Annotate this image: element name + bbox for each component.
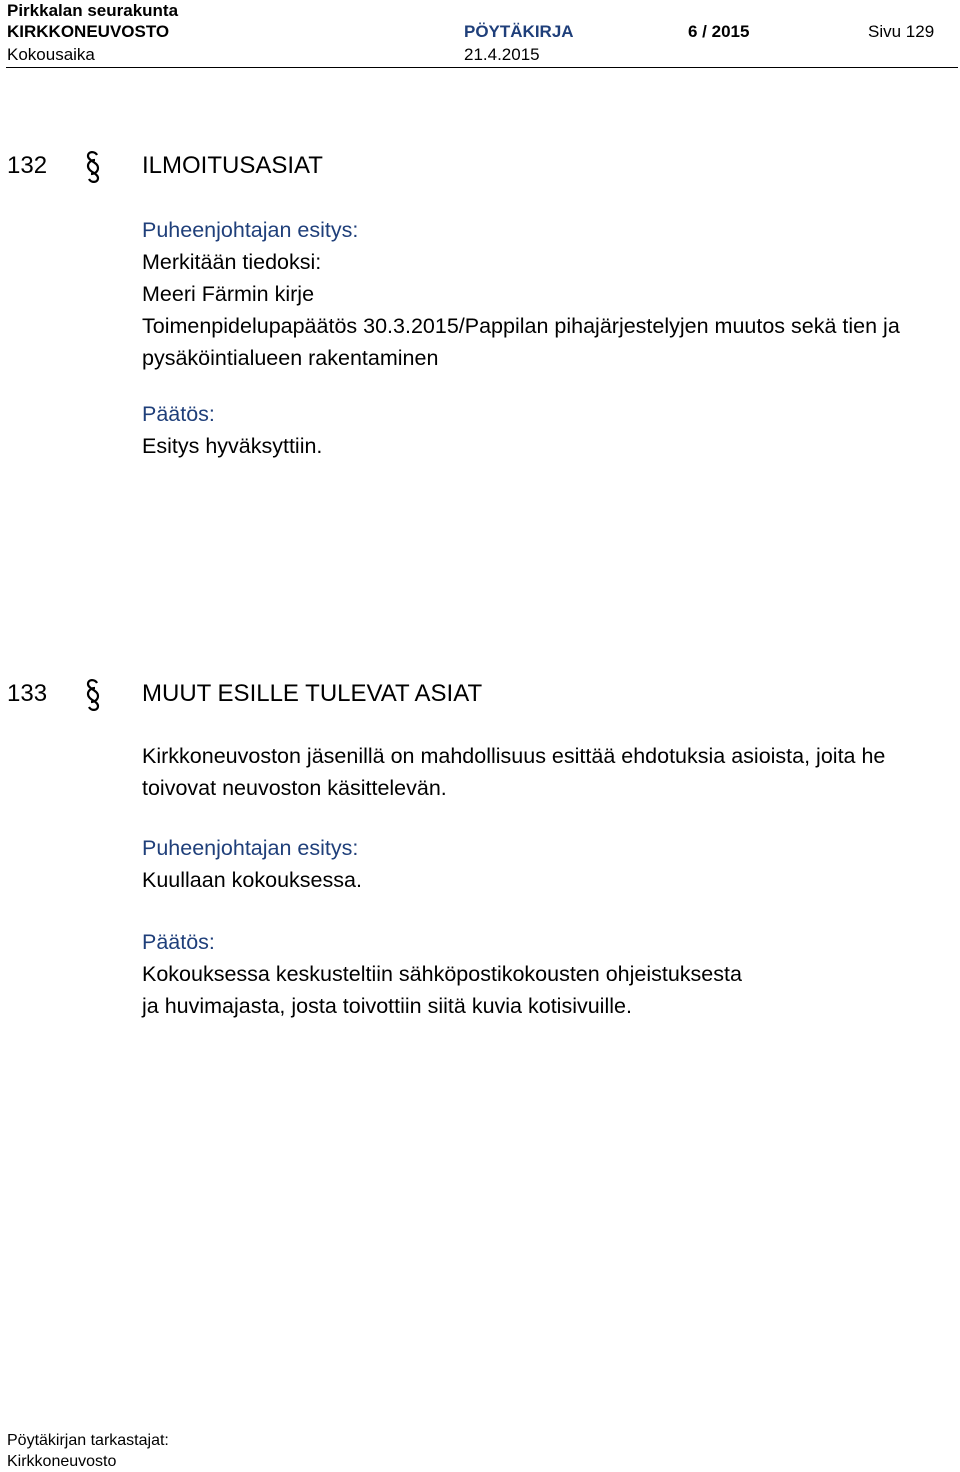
proposal-block <box>142 214 942 374</box>
decision-line: Esitys hyväksyttiin. <box>142 434 323 458</box>
section-sign-icon <box>84 678 102 712</box>
section-sign-icon <box>84 150 102 184</box>
meeting-date: 21.4.2015 <box>464 45 540 64</box>
decision-line: Kokouksessa keskusteltiin sähköpostikokousten ohjeistuksesta <box>142 962 742 986</box>
intro-line: Kirkkoneuvoston jäsenillä on mahdollisuus esittää ehdotuksia asioista, joita he <box>142 744 886 768</box>
proposal-label: Puheenjohtajan esitys: <box>142 218 359 242</box>
organization-name: Pirkkalan seurakunta <box>7 1 179 20</box>
header-divider <box>6 67 958 68</box>
proposal-line: Merkitään tiedoksi: <box>142 250 322 274</box>
intro-block <box>142 740 942 804</box>
body-name: KIRKKONEUVOSTO <box>7 22 170 41</box>
section-title: ILMOITUSASIAT <box>142 152 323 179</box>
proposal-line: Kuullaan kokouksessa. <box>142 868 362 892</box>
document-number: 6 / 2015 <box>688 22 750 41</box>
page-number: Sivu 129 <box>868 22 935 41</box>
document-type: PÖYTÄKIRJA <box>464 22 574 41</box>
decision-block <box>142 398 942 462</box>
section-number: 132 <box>7 152 48 179</box>
date-label: Kokousaika <box>7 45 95 64</box>
intro-line: toivovat neuvoston käsittelevän. <box>142 776 447 800</box>
decision-line: ja huvimajasta, josta toivottiin siitä kuvia kotisivuille. <box>142 994 632 1018</box>
proposal-line: Toimenpidelupapäätös 30.3.2015/Pappilan pihajärjestelyjen muutos sekä tien ja <box>142 314 900 338</box>
footer-body-name: Kirkkoneuvosto <box>7 1453 117 1470</box>
reviewers-label: Pöytäkirjan tarkastajat: <box>7 1432 169 1449</box>
decision-block <box>142 926 942 1022</box>
proposal-block <box>142 832 942 896</box>
decision-label: Päätös: <box>142 930 215 954</box>
proposal-label: Puheenjohtajan esitys: <box>142 836 359 860</box>
section-number: 133 <box>7 680 48 707</box>
section-title: MUUT ESILLE TULEVAT ASIAT <box>142 680 483 707</box>
decision-label: Päätös: <box>142 402 215 426</box>
proposal-line: Meeri Färmin kirje <box>142 282 315 306</box>
proposal-line: pysäköintialueen rakentaminen <box>142 346 439 370</box>
